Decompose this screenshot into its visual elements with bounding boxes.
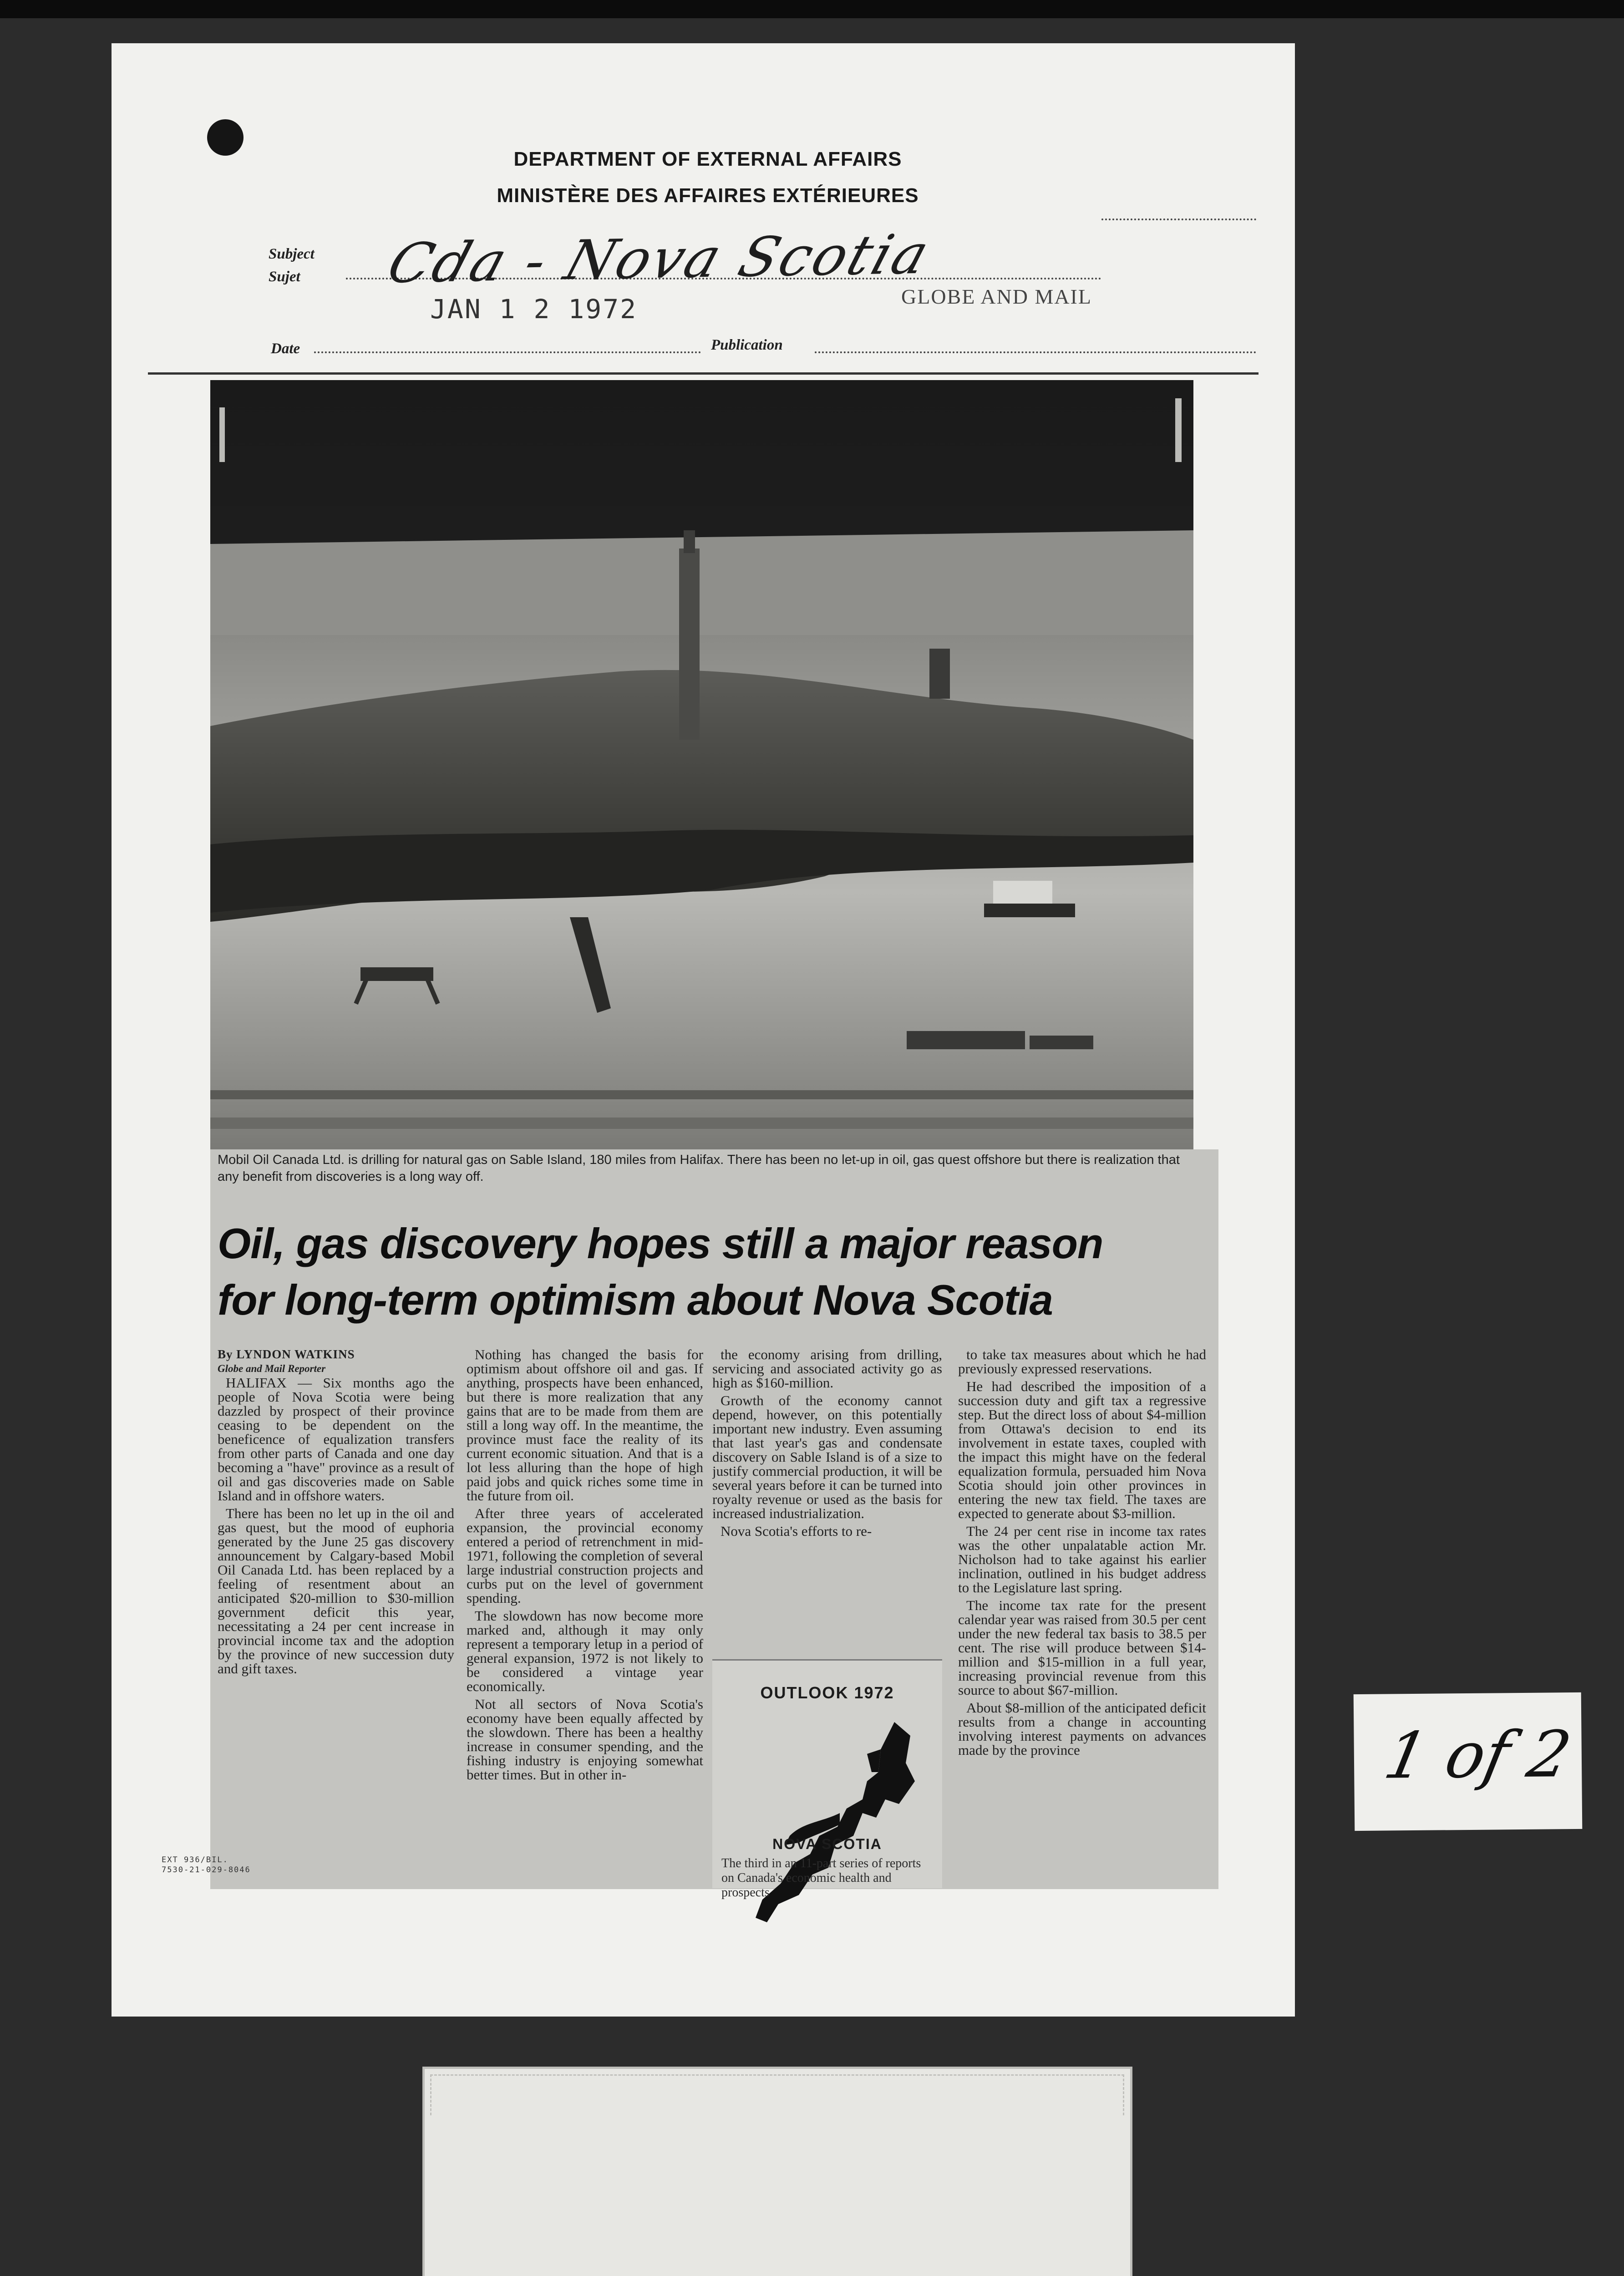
publication-rule bbox=[815, 351, 1256, 353]
article-column-1 bbox=[218, 1347, 454, 1866]
date-rule bbox=[314, 351, 701, 353]
outlook-sidebar bbox=[712, 1659, 942, 1900]
article-column-2 bbox=[467, 1347, 703, 1885]
headline-line-1: Oil, gas discovery hopes still a major reason bbox=[218, 1219, 1103, 1267]
column-4-paragraph-4: The income tax rate for the present calendar year was raised from 30.5 per cent under the new federal tax basis to 38.5 per cent. The rise will produce between $14-million and $15-million in a full year, increasing provincial revenue from this source to about $67-million. bbox=[958, 1597, 1206, 1698]
form-code bbox=[162, 1855, 251, 1875]
column-3-paragraph-2: Growth of the economy cannot depend, however, on this potentially important new industry. Even assuming that last year's gas and condensate discovery on Sable Island is of a size to justify commercial production, it will be several years before it can be turned into royalty revenue or used as the basis for increased industrialization. bbox=[712, 1392, 942, 1521]
column-1-paragraph-1: HALIFAX — Six months ago the people of Nova Scotia were being dazzled by prospect of their province ceasing to be dependent on the beneficence of equalization transfers from other parts of Canada and one day becoming a "have" province as a result of oil and gas discoveries made on Sable Island and in offshore waters. bbox=[218, 1375, 454, 1504]
outlook-region: NOVA SCOTIA bbox=[772, 1836, 882, 1852]
article-column-4 bbox=[958, 1347, 1206, 1889]
form-code-line-1: EXT 936/BIL. bbox=[162, 1855, 228, 1864]
column-4-paragraph-2: He had described the imposition of a succession duty and gift tax a regressive step. But the direct loss of about $4-million from Ottawa's decision to end its involvement in estate taxes, coupled with the impact this might have on the federal equalization formula, persuaded him Nova Scotia should join other provinces in entering the new tax field. The taxes are expected to generate about $3-million. bbox=[958, 1378, 1206, 1521]
department-title-fr: MINISTÈRE DES AFFAIRES EXTÉRIEURES bbox=[497, 184, 919, 207]
top-film-strip bbox=[0, 0, 1624, 18]
sujet-label: Sujet bbox=[269, 269, 300, 285]
punch-hole-icon bbox=[207, 119, 244, 156]
envelope bbox=[422, 2067, 1132, 2276]
outlook-title: OUTLOOK 1972 bbox=[760, 1683, 894, 1702]
date-stamp: JAN 1 2 1972 bbox=[430, 294, 638, 325]
publication-stamp: GLOBE AND MAIL bbox=[901, 285, 1092, 308]
byline: By LYNDON WATKINS bbox=[218, 1347, 355, 1361]
upper-right-rule bbox=[1101, 218, 1256, 220]
page-count-note bbox=[1354, 1692, 1583, 1831]
news-photo bbox=[210, 380, 1193, 1149]
form-code-line-2: 7530-21-029-8046 bbox=[162, 1865, 251, 1875]
nova-scotia-map-icon bbox=[731, 1708, 924, 1954]
column-3-paragraph-1: the economy arising from drilling, servicing and associated activity go as high as $160-million. bbox=[712, 1347, 942, 1391]
article-column-3 bbox=[712, 1347, 942, 1643]
column-2-paragraph-4: Not all sectors of Nova Scotia's economy have been equally affected by the slowdown. There has been a healthy increase in consumer spending, and the fishing industry is enjoying somewhat better times. But in other in- bbox=[467, 1696, 703, 1783]
subject-label: Subject bbox=[269, 246, 315, 262]
form-divider bbox=[148, 372, 1259, 375]
photo-caption: Mobil Oil Canada Ltd. is drilling for natural gas on Sable Island, 180 miles from Halifax. There has been no let-up in oil, gas quest offshore but there is realization that any benefit from discoveries is a long way off. bbox=[218, 1153, 1180, 1184]
department-title-en: DEPARTMENT OF EXTERNAL AFFAIRS bbox=[513, 148, 902, 170]
column-4-paragraph-1: to take tax measures about which he had previously expressed reservations. bbox=[958, 1347, 1206, 1377]
column-2-paragraph-1: Nothing has changed the basis for optimism about offshore oil and gas. If anything, prospects have been enhanced, but there is more realization that any gains that are to be made from them are still a long way off. In the meantime, the province must face the reality of its current economic situation. And that is a lot less alluring than the hope of high paid jobs and quick riches some time in the future from oil. bbox=[467, 1347, 703, 1504]
page-count-text: 1 of 2 bbox=[1378, 1717, 1577, 1793]
outlook-description: The third in an 11-part series of reports on Canada's economic health and prospects bbox=[721, 1856, 921, 1900]
column-3-paragraph-3: Nova Scotia's efforts to re- bbox=[721, 1523, 872, 1539]
article-headline bbox=[218, 1215, 1219, 1328]
column-1-paragraph-2: There has been no let up in the oil and gas quest, but the mood of euphoria generated by the June 25 gas discovery announcement by Calgary-based Mobil Oil Canada Ltd. has been replaced by a feeling of resentment about an anticipated $20-million to $30-million government deficit this year, necessitating a 24 per cent increase in provincial income tax and the adoption by the province of new succession duty and gift taxes. bbox=[218, 1505, 454, 1677]
column-2-paragraph-2: After three years of accelerated expansion, the provincial economy entered a period of retrenchment in mid-1971, following the completion of several large industrial construction projects and curbs put on the level of government spending. bbox=[467, 1505, 703, 1606]
headline-line-2: for long-term optimism about Nova Scotia bbox=[218, 1276, 1053, 1324]
column-2-paragraph-3: The slowdown has now become more marked and, although it may only represent a temporary letup in a period of general expansion, 1972 is not likely to be considered a vintage year economically. bbox=[467, 1608, 703, 1694]
date-label: Date bbox=[271, 340, 300, 357]
sable-island-photo bbox=[210, 380, 1193, 1149]
envelope-flap bbox=[430, 2074, 1124, 2115]
column-4-paragraph-3: The 24 per cent rise in income tax rates was the other unpalatable action Mr. Nicholson had to take against his earlier inclination, outlined in his budget address to the Legislature last spring. bbox=[958, 1523, 1206, 1595]
subject-handwritten: Cda - Nova Scotia bbox=[380, 223, 939, 296]
publication-label: Publication bbox=[711, 337, 783, 353]
byline-sub: Globe and Mail Reporter bbox=[218, 1363, 326, 1374]
column-4-paragraph-5: About $8-million of the anticipated deficit results from a change in accounting involving interest payments on advances made by the province bbox=[958, 1700, 1206, 1758]
